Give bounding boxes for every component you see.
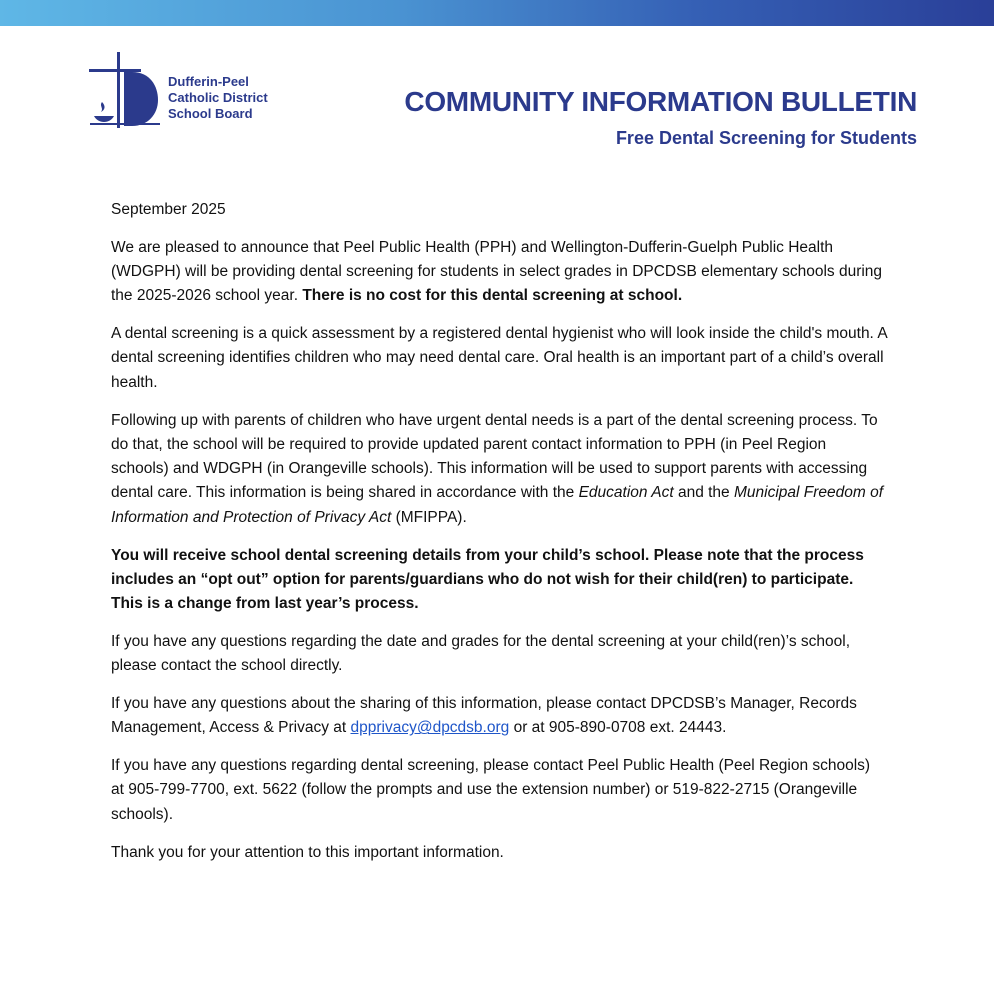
logo-cross-d-icon — [88, 52, 168, 132]
follow-up-text: Following up with parents of children who have urgent dental needs is a part of the dental screening process. To do that, the school will be required to provide updated parent contact information to PPH (in Peel Region schools) and WDGPH (in Orangeville schools). This information will be used to support parents with accessing dental care. This information is being shared in accordance with the — [111, 411, 878, 502]
letter-body — [111, 198, 887, 878]
paragraph-school-contact: If you have any questions regarding the date and grades for the dental screening at your child(ren)’s school, please contact the school directly. — [111, 632, 851, 675]
privacy-contact-phone: or at 905-890-0708 ext. 24443. — [509, 719, 727, 737]
paragraph-screening-definition: A dental screening is a quick assessment by a registered dental hygienist who will look inside the child's mouth. A dental screening identifies children who may need dental care. Oral health is an important part of a child’s overall health. — [111, 325, 887, 391]
paragraph-health-contact: If you have any questions regarding dental screening, please contact Peel Public Health (Peel Region schools) at 905-799-7700, ext. 5622 (follow the prompts and use the extension number) or 519-822-2715 (Orangeville schools). — [111, 757, 871, 823]
privacy-email-link[interactable]: dpprivacy@dpcdsb.org — [350, 719, 510, 737]
paragraph-announcement — [111, 236, 887, 309]
logo-wordmark — [168, 74, 268, 122]
logo-line-1: Dufferin-Peel — [168, 74, 249, 89]
follow-up-end: (MFIPPA). — [391, 508, 467, 526]
privacy-contact-text: If you have any questions about the sharing of this information, please contact DPCDSB’s Manager, Records Management, Access & Privacy at — [111, 695, 857, 737]
opt-out-notice: You will receive school dental screening details from your child’s school. Please note that the process includes an “opt out” option for parents/guardians who do not wish for their child(ren) to participate. This is a change from last year’s process. — [111, 546, 864, 613]
letter-date: September 2025 — [111, 201, 226, 218]
paragraph-follow-up — [111, 409, 887, 530]
bulletin-title: COMMUNITY INFORMATION BULLETIN — [404, 86, 917, 117]
logo-line-3: School Board — [168, 106, 253, 121]
school-board-logo — [88, 52, 288, 132]
no-cost-notice: There is no cost for this dental screening at school. — [302, 287, 683, 305]
education-act-title: Education Act — [578, 484, 674, 502]
follow-up-mid: and the — [673, 484, 734, 502]
paragraph-opt-out-notice — [111, 544, 887, 617]
announcement-text: We are pleased to announce that Peel Public Health (PPH) and Wellington-Dufferin-Guelph Public Health (WDGPH) will be providing dental screening for students in select grades in DPCDSB elementary schools during the 2025-2026 school year. — [111, 238, 883, 305]
paragraph-privacy-contact — [111, 692, 887, 741]
paragraph-thank-you: Thank you for your attention to this important information. — [111, 843, 504, 861]
mfippa-title: Municipal Freedom of Information and Protection of Privacy Act — [111, 484, 884, 526]
logo-line-2: Catholic District — [168, 90, 268, 105]
top-gradient-bar — [0, 0, 994, 26]
bulletin-subtitle: Free Dental Screening for Students — [615, 128, 917, 148]
